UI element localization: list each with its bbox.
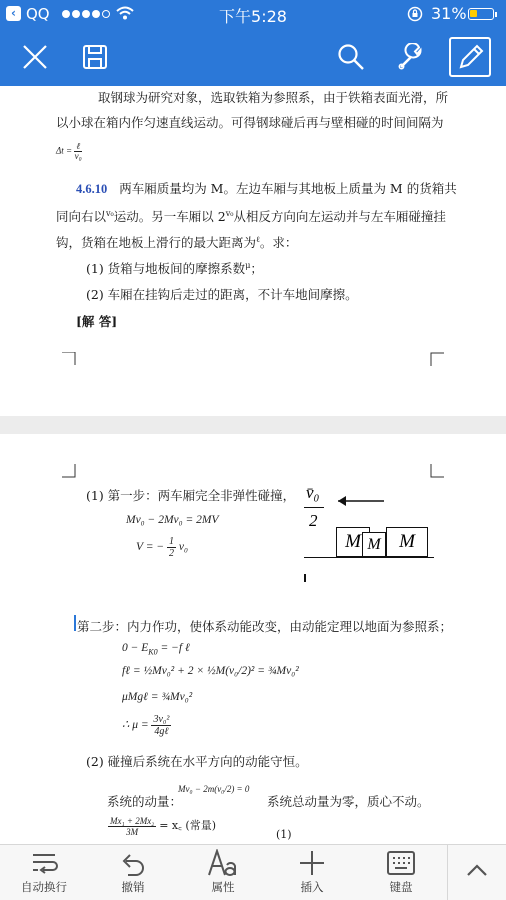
- diagram-fraction-bar: [304, 507, 324, 508]
- collision-diagram: [300, 481, 436, 593]
- dt-equation: Δt = $\frac{\text{ℓ}}{\text{v₀}}$: [56, 141, 82, 161]
- undo-label: 撤销: [121, 880, 145, 894]
- problem-line: 同向右以$^{v_0}$运动。另一车厢以 $2^{v_0}$从相反方向向左运动并与左车厢碰撞挂: [56, 208, 446, 224]
- momentum-label: 系统的动量：: [107, 794, 183, 809]
- left-arrow-icon: [336, 495, 386, 507]
- edit-pen-icon: [451, 39, 489, 75]
- cargo-box: M: [362, 532, 386, 557]
- keyboard-icon: [386, 849, 416, 877]
- insert-button[interactable]: [277, 849, 347, 899]
- document-canvas[interactable]: [0, 86, 506, 844]
- battery-icon: [468, 8, 494, 20]
- keyboard-label: 键盘: [389, 880, 413, 894]
- equation-friction-work: fℓ = ½Mv₀² + 2 × ½M(v₀/2)² = ¾Mv₀²: [122, 665, 299, 677]
- wall-mark: [304, 574, 306, 582]
- keyboard-button[interactable]: [366, 849, 436, 899]
- status-bar: [0, 0, 506, 28]
- equation-momentum: Mv₀ − 2Mv₀ = 2MV: [126, 514, 219, 526]
- crop-mark: [430, 464, 444, 478]
- collapse-toolbar-button[interactable]: [442, 857, 506, 900]
- page-separator: [0, 416, 506, 434]
- font-format-icon: [207, 849, 239, 877]
- save-button[interactable]: [73, 36, 117, 78]
- equation-velocity: V = − $\frac{1}{2}$ v₀: [136, 536, 188, 559]
- close-button[interactable]: [13, 36, 57, 78]
- properties-label: 属性: [211, 880, 235, 894]
- chevron-up-icon: [464, 857, 490, 883]
- wrap-text-label: 自动换行: [21, 880, 67, 894]
- save-icon: [82, 44, 108, 70]
- problem-number: 4.6.10: [76, 182, 108, 196]
- crop-mark: [62, 464, 76, 478]
- close-icon: [22, 44, 48, 70]
- plus-icon: [297, 849, 327, 877]
- undo-button[interactable]: [98, 849, 168, 899]
- question-1: (1) 货箱与地板间的摩擦系数$^\mu$；: [86, 260, 263, 276]
- car-left: M: [336, 527, 370, 557]
- answer-heading: [解 答]: [76, 314, 118, 329]
- crop-mark: [430, 352, 444, 366]
- edit-mode-button[interactable]: [449, 37, 491, 77]
- problem-line: 钩，货箱在地板上滑行的最大距离为$^\ell$。求：: [56, 234, 298, 250]
- clock: 下午5:28: [219, 7, 287, 26]
- back-arrow-icon[interactable]: ‹: [6, 6, 21, 21]
- battery-level-fill: [470, 10, 477, 17]
- momentum-conclusion: 系统总动量为零，质心不动。: [267, 794, 430, 809]
- battery-percent: 31%: [431, 4, 467, 23]
- properties-button[interactable]: [188, 849, 258, 899]
- equation-center-of-mass: $\frac{\text{Mx₁ + 2Mx₂}}{3M}$ = x꜀ (常量): [110, 816, 217, 837]
- question-2: (2) 车厢在挂钩后走过的距离，不计车地间摩擦。: [86, 287, 358, 302]
- equation-mu: ∴ μ = $\frac{\text{3v₀²}}{\text{4gℓ}}$: [122, 714, 170, 737]
- step-2-text: 第二步：内力作功，使体系动能改变，由动能定理以地面为参照系；: [77, 619, 453, 634]
- equation-system-momentum: Mv₀ − 2m(v₀/2) = 0: [178, 784, 250, 794]
- text-cursor: [74, 615, 76, 631]
- undo-icon: [118, 849, 148, 877]
- battery-nub: [495, 12, 497, 17]
- equation-tag: (1): [276, 828, 292, 841]
- doc-text-line: 以小球在箱内作匀速直线运动。可得钢球碰后再与壁相碰的时间间隔为: [56, 115, 444, 130]
- back-app-label[interactable]: QQ: [26, 5, 50, 23]
- tools-button[interactable]: [389, 36, 433, 78]
- car-right: M: [386, 527, 428, 557]
- search-button[interactable]: [329, 36, 373, 78]
- search-icon: [337, 43, 365, 71]
- problem-line: 4.6.10 两车厢质量均为 M。左边车厢与其地板上质量为 M 的货箱共: [76, 181, 457, 196]
- ground-line: [304, 557, 434, 558]
- diagram-velocity-label: v̄₀: [306, 483, 320, 502]
- wrench-icon: [397, 43, 425, 71]
- editor-toolbar: [0, 28, 506, 86]
- equation-energy: μMgℓ = ¾Mv₀²: [122, 691, 193, 703]
- step-1-text: (1) 第一步：两车厢完全非弹性碰撞，: [86, 488, 296, 503]
- doc-text-line: 取钢球为研究对象，选取铁箱为参照系，由于铁箱表面光滑，所: [98, 90, 449, 105]
- crop-mark: [62, 352, 76, 366]
- wrap-icon: [29, 849, 59, 877]
- wrap-text-button[interactable]: [9, 849, 79, 899]
- bottom-toolbar: [0, 844, 506, 900]
- insert-label: 插入: [300, 880, 324, 894]
- equation-work: $0 - E_{K0} = -f$ ℓ: [122, 642, 190, 657]
- part-2-text: (2) 碰撞后系统在水平方向的动能守恒。: [86, 754, 308, 769]
- rotation-lock-icon: [407, 6, 423, 22]
- diagram-denominator: 2: [309, 511, 318, 530]
